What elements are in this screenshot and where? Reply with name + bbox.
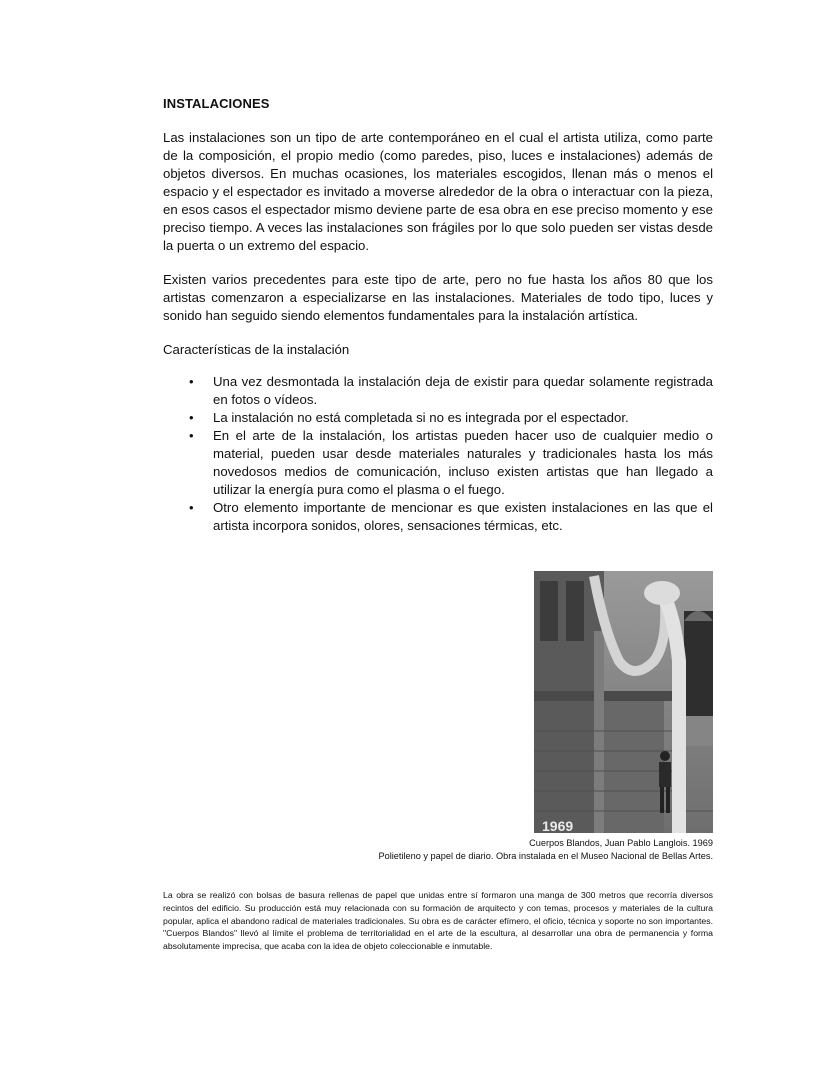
bullet-icon: •: [189, 374, 194, 389]
bullet-icon: •: [189, 500, 194, 515]
paragraph-history: Existen varios precedentes para este tipo de arte, pero no fue hasta los años 80 que los artistas comenzaron a especializarse en las instalaciones. Materiales de todo tipo, luces y sonido han seguido siendo elementos fundamentales para la instalación artística.: [163, 272, 713, 323]
characteristics-list: [163, 373, 713, 535]
list-item-text: La instalación no está completada si no es integrada por el espectador.: [213, 410, 629, 425]
footnote: La obra se realizó con bolsas de basura rellenas de papel que unidas entre sí formaron una manga de 300 metros que recorría diversos recintos del edificio. Su producción está muy relacionada con su formación de arquitecto y con temas, procesos y materiales de la cultura popular, aplica el abandono radical de materiales tradicionales. Su obra es de carácter efímero, el oficio, técnica y soporte no son importantes. "Cuerpos Blandos" llevó al límite el problema de territorialidad en el arte de la escultura, al desarrollar una obra de permanencia y forma absolutamente imprecisa, que acaba con la idea de objeto coleccionable e inmutable.: [163, 890, 713, 952]
artwork-photo: [534, 571, 713, 833]
caption-description: Polietileno y papel de diario. Obra instalada en el Museo Nacional de Bellas Artes.: [378, 851, 713, 861]
caption-title: Cuerpos Blandos, Juan Pablo Langlois. 1969: [529, 838, 713, 848]
document-body: [163, 96, 713, 535]
bullet-icon: •: [189, 410, 194, 425]
artwork-photo-image: [534, 571, 713, 833]
photo-caption: [378, 837, 713, 863]
list-item-text: Una vez desmontada la instalación deja de existir para quedar solamente registrada en fotos o vídeos.: [213, 374, 713, 407]
bullet-icon: •: [189, 428, 194, 443]
document-title: INSTALACIONES: [163, 96, 270, 111]
list-item: [189, 373, 713, 409]
paragraph-intro: Las instalaciones son un tipo de arte contemporáneo en el cual el artista utiliza, como parte de la composición, el propio medio (como paredes, piso, luces e instalaciones) además de objetos diversos. En muchas ocasiones, los materiales escogidos, llenan más o menos el espacio y el espectador es invitado a moverse alrededor de la obra o interactuar con la pieza, en esos casos el espectador mismo deviene parte de esa obra en ese preciso momento y ese preciso tiempo. A veces las instalaciones son frágiles por lo que solo pueden ser vistas desde la puerta o un extremo del espacio.: [163, 130, 713, 253]
photo-year-marking: 1969: [542, 818, 574, 833]
list-item: [189, 427, 713, 499]
list-item-text: Otro elemento importante de mencionar es que existen instalaciones en las que el artista incorpora sonidos, olores, sensaciones térmicas, etc.: [213, 500, 713, 533]
list-item: [189, 409, 713, 427]
list-item-text: En el arte de la instalación, los artistas pueden hacer uso de cualquier medio o material, pueden usar desde materiales naturales y tradicionales hasta los más novedosos medios de comunicación, incluso existen artistas que han llegado a utilizar la energía pura como el plasma o el fuego.: [213, 428, 713, 497]
list-item: [189, 499, 713, 535]
characteristics-heading: Características de la instalación: [163, 342, 350, 357]
